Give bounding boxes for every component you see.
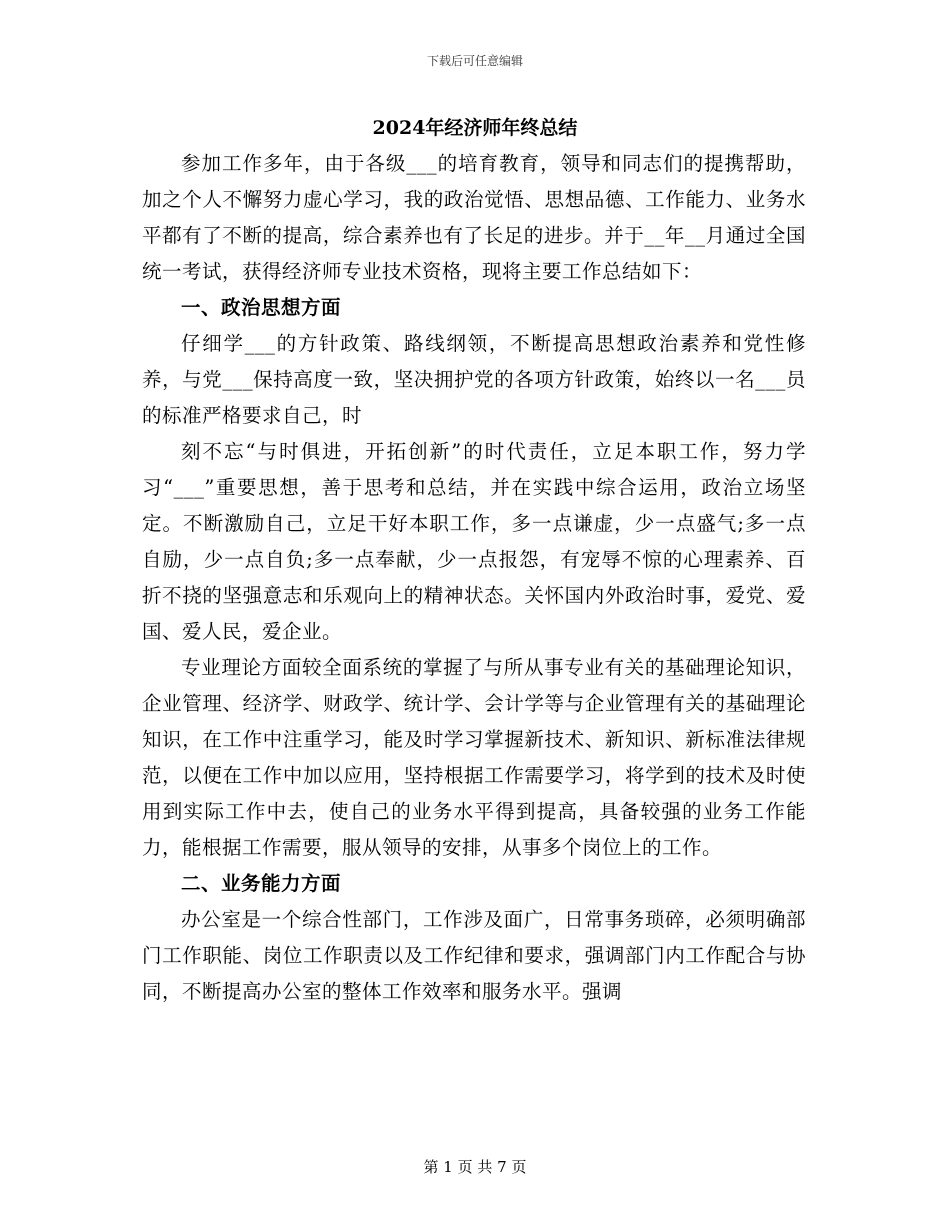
paragraph-business-1: 办公室是一个综合性部门，工作涉及面广，日常事务琐碎，必须明确部门工作职能、岗位工作职责以及工作纪律和要求，强调部门内工作配合与协同，不断提高办公室的整体工作效率和服务水平。强调 [142,908,806,1003]
document-title: 2024年经济师年终总结 [372,117,578,139]
page-number-footer: 第 1 页 共 7 页 [423,1158,527,1176]
page-header-note: 下载后可任意编辑 [426,54,523,68]
paragraph-professional-theory: 专业理论方面较全面系统的掌握了与所从事专业有关的基础理论知识，企业管理、经济学、财政学、统计学、会计学等与企业管理有关的基础理论知识，在工作中注重学习，能及时学习掌握新技术、新知识、新标准法律规范，以便在工作中加以应用，坚持根据工作需要学习，将学到的技术及时使用到实际工作中去，使自己的业务水平得到提高，具备较强的业务工作能力，能根据工作需要，服从领导的安排，从事多个岗位上的工作。 [142,656,806,859]
section-heading-business: 二、业务能力方面 [181,872,342,895]
paragraph-political-2: 刻不忘“与时俱进，开拓创新”的时代责任，立足本职工作，努力学习“___”重要思想，善于思考和总结，并在实践中综合运用，政治立场坚定。不断激励自己，立足干好本职工作，多一点谦虚，少一点盛气;多一点自励，少一点自负;多一点奉献，少一点报怨，有宠辱不惊的心理素养、百折不挠的坚强意志和乐观向上的精神状态。关怀国内外政治时事，爱党、爱国、爱人民，爱企业。 [142,440,806,643]
document-body [142,146,806,1010]
paragraph-intro: 参加工作多年，由于各级___的培育教育，领导和同志们的提携帮助，加之个人不懈努力虚心学习，我的政治觉悟、思想品德、工作能力、业务水平都有了不断的提高，综合素养也有了长足的进步。并于__年__月通过全国统一考试，获得经济师专业技术资格，现将主要工作总结如下： [142,152,806,283]
paragraph-political-1: 仔细学___的方针政策、路线纲领，不断提高思想政治素养和党性修养，与党___保持高度一致，坚决拥护党的各项方针政策，始终以一名___员的标准严格要求自己，时 [142,332,806,427]
section-heading-political: 一、政治思想方面 [181,296,342,319]
